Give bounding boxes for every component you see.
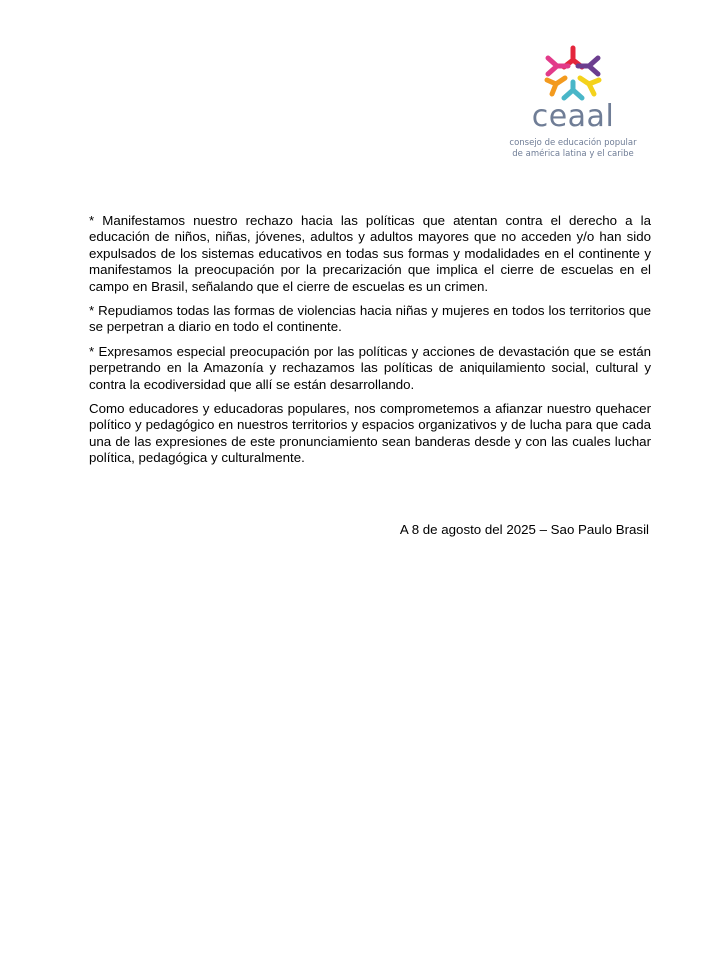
logo-tagline (500, 138, 646, 160)
logo-tagline-line1: consejo de educación popular (509, 138, 637, 148)
logo-figure-orange (547, 78, 565, 94)
paragraph-repudio: * Repudiamos todas las formas de violencias hacia niñas y mujeres en todos los territorios que se perpetran a diario en todo el continente. (89, 303, 651, 335)
paragraph-rechazo: * Manifestamos nuestro rechazo hacia las políticas que atentan contra el derecho a la educación de niños, niñas, jóvenes, adultos y adultos mayores que no acceden y/o han sido expulsados de los sistemas educativos en todas sus formas y modalidades en el continente y manifestamos la preocupación por la precarización que implica el cierre de escuelas en el campo en Brasil, señalando que el cierre de escuelas es un crimen. (89, 213, 651, 294)
logo-tagline-line2: de américa latina y el caribe (512, 149, 634, 159)
logo-figure-teal (564, 82, 582, 98)
logo-name: ceaal (531, 99, 615, 134)
paragraph-preocupacion: * Expresamos especial preocupación por las políticas y acciones de devastación que se están perpetrando en la Amazonía y rechazamos las políticas de aniquilamiento social, cultural y contra la ecodiversidad que allí se están desarrollando. (89, 343, 651, 392)
signature-date-place: A 8 de agosto del 2025 – Sao Paulo Brasil (399, 522, 649, 537)
ceaal-logo (500, 44, 646, 162)
paragraph-compromiso: Como educadores y educadoras populares, nos comprometemos a afianzar nuestro quehacer político y pedagógico en nuestros territorios y espacios organizativos y de lucha para que cada una de las expresiones de este pronunciamiento sean banderas desde y con las cuales luchar política, pedagógica y culturalmente. (89, 401, 651, 466)
logo-figure-purple (578, 58, 598, 74)
logo-figure-yellow (580, 78, 599, 94)
logo-figure-magenta (548, 58, 568, 74)
document-body (89, 213, 651, 475)
